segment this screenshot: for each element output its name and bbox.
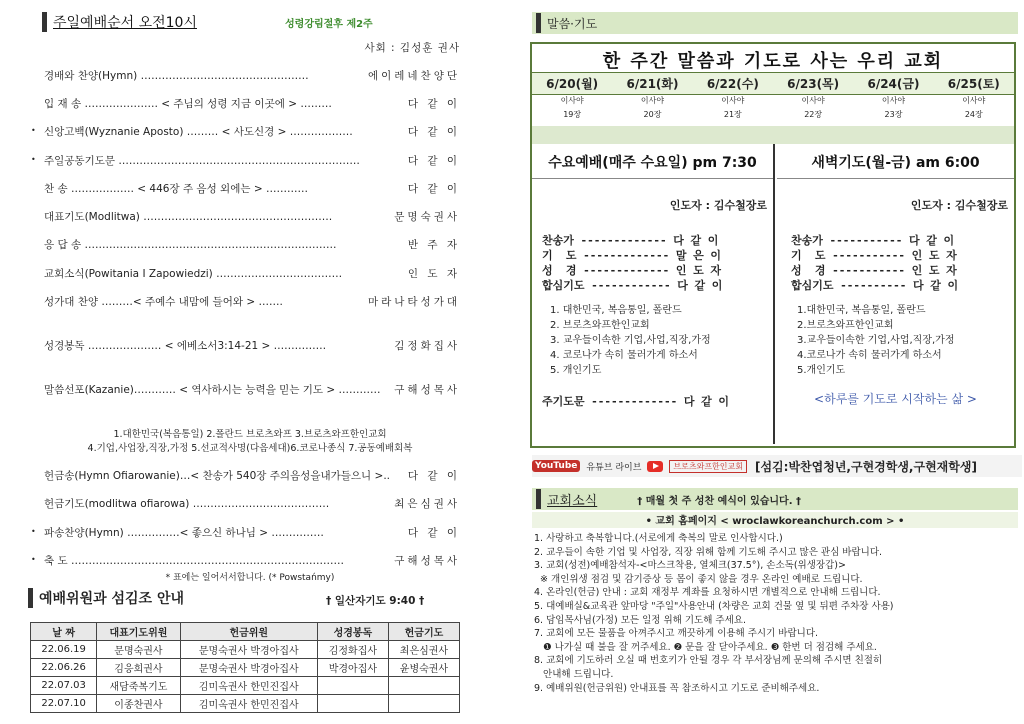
prayer-topic: 3. 교우들이속한 기업,사업,직장,가정: [550, 335, 711, 346]
order-item: [44, 181, 460, 196]
weekly-title: 한 주간 말씀과 기도로 사는 우리 교회: [602, 51, 944, 72]
reading-book: 이사야: [640, 96, 665, 105]
table-cell: [388, 695, 459, 713]
news-item: 3. 교회(성전)예배참석자-<마스크착용, 열체크(37.5°), 손소독(위생장갑)>: [534, 560, 846, 572]
homepage-note: • 교회 홈페이지 < wroclawkoreanchurch.com > •: [532, 512, 1018, 528]
bullet-marker: •: [31, 155, 36, 164]
order-item-label: 주일공동기도문 ……………………………………………………………: [44, 155, 360, 167]
order-item-label: 교회소식(Powitania I Zapowiedzi) ………………………………: [44, 268, 343, 280]
day-label: 6/21(화): [612, 72, 692, 95]
wednesday-service: [532, 144, 775, 444]
day-label: 6/20(월): [532, 72, 612, 95]
table-cell: 문명숙권사: [97, 641, 180, 659]
header-bar: [42, 12, 47, 32]
service-order-item: 합심기도 ------------ 다 같 이: [542, 279, 723, 292]
table-cell: [388, 677, 459, 695]
news-item: 1. 사랑하고 축복합니다.(서로에게 축복의 말로 인사합시다.): [534, 533, 783, 544]
table-row: [31, 659, 460, 677]
prayer-topic: 1. 대한민국, 복음통일, 폴란드: [550, 305, 682, 316]
prayer-topics: [0, 428, 500, 456]
table-cell: 김미옥권사 한민진집사: [180, 695, 317, 713]
order-item-leader: 다 같 이: [407, 155, 460, 167]
divider-band: [532, 126, 1014, 144]
reading-cell: [532, 92, 612, 122]
roster-header-row: [31, 623, 460, 641]
table-cell: 문명숙권사 박경아집사: [180, 659, 317, 677]
table-cell: 22.06.19: [31, 641, 97, 659]
church-season: 성령강림절후 제2주: [285, 19, 373, 30]
table-cell: 최은심권사: [388, 641, 459, 659]
roster-column-header: 헌금위원: [180, 623, 317, 641]
day-label: 6/24(금): [853, 72, 933, 95]
order-item-label: 성경봉독 ………………… < 에베소서3:14-21 > ……………: [44, 340, 327, 352]
word-prayer-header: [532, 12, 1018, 34]
order-item-leader: 다 같 이: [407, 470, 460, 482]
order-item: [44, 382, 460, 397]
day-label: 6/23(목): [773, 72, 853, 95]
play-icon[interactable]: [647, 461, 663, 472]
order-item-leader: 반 주 자: [407, 239, 460, 251]
news-item: 6. 담임목사님(가정) 모든 일정 위해 기도해 주세요.: [534, 614, 746, 626]
prayer-topic: 2. 브로츠와프한인교회: [550, 320, 650, 331]
table-cell: 이종찬권사: [97, 695, 180, 713]
service-order-item: 성 경 ------------- 인 도 자: [542, 264, 721, 277]
roster-title: 예배위원과 섬김조 안내: [39, 591, 184, 607]
word-prayer-bar: [536, 13, 541, 33]
order-item-leader: 다 같 이: [407, 126, 460, 138]
order-item-leader: 구해성목사: [394, 555, 460, 567]
communion-note: † 매월 첫 주 성찬 예식이 있습니다. †: [637, 495, 801, 507]
order-item-label: 찬 송 ……………… < 446장 주 음성 외에는 > …………: [44, 183, 308, 195]
news-item: 9. 예배위원(헌금위원) 안내표를 꼭 참조하시고 기도로 준비해주세요.: [534, 682, 820, 694]
worship-order-header: [42, 12, 197, 32]
presider: 사회 : 김성훈 권사: [364, 42, 460, 54]
order-item: [44, 237, 460, 252]
order-item-label: 축 도 ……………………………………………………………………: [44, 555, 344, 567]
order-item-leader: 문명숙권사: [394, 211, 460, 223]
reading-chapter: 19장: [563, 110, 582, 119]
prayer-topic: 2.브로츠와프한인교회: [797, 320, 894, 331]
reading-chapter: 21장: [723, 110, 742, 119]
lords-prayer: 주기도문 ------------- 다 같 이: [542, 395, 729, 408]
reading-cell: [693, 92, 773, 122]
roster-column-header: 대표기도위원: [97, 623, 180, 641]
church-news-header: [532, 488, 1018, 510]
reading-book: 이사야: [801, 96, 825, 105]
order-item: [44, 68, 460, 83]
reading-book: 이사야: [721, 96, 745, 105]
order-item-leader: 최은심권사: [394, 498, 460, 510]
dawn-prayers: [777, 303, 1014, 378]
table-cell: 김응희권사: [97, 659, 180, 677]
footnote: * 표에는 일어서서합니다. (* Powstańmy): [165, 573, 335, 583]
news-item: 안내해 드립니다.: [534, 669, 614, 680]
order-item-leader: 다 같 이: [407, 527, 460, 539]
table-cell: 김정화집사: [317, 641, 388, 659]
bullet-marker: •: [31, 555, 36, 564]
table-cell: 김미옥권사 한민진집사: [180, 677, 317, 695]
prayer-topics-line-1: 1.대한민국(복음통일) 2.폴란드 브로츠와프 3.브로츠와프한인교회: [113, 429, 387, 440]
order-item: [44, 468, 460, 483]
order-item-label: 헌금송(Hymn Ofiarowanie)…< 찬송가 540장 주의음성을내가들으니 >..: [44, 470, 390, 482]
dawn-service: [777, 144, 1014, 444]
table-cell: 박경아집사: [317, 659, 388, 677]
youtube-logo: YouTube: [532, 460, 580, 472]
news-item: 2. 교우들이 속한 기업 및 사업장, 직장 위해 함께 기도해 주시고 많은 관심 바랍니다.: [534, 546, 883, 558]
service-order-item: 합심기도 ---------- 다 같 이: [791, 279, 959, 292]
weekly-reading-box: [530, 42, 1016, 448]
youtube-live-label: 유튜브 라이브: [586, 462, 642, 473]
reading-cell: [934, 92, 1014, 122]
order-item-leader: 구해성목사: [394, 384, 460, 396]
news-item: ❶ 나가실 때 불을 잘 꺼주세요. ❷ 문을 잘 닫아주세요. ❸ 한번 더 점검해 주세요.: [534, 641, 877, 653]
worship-order-page: [0, 0, 500, 724]
prayer-page: [520, 0, 1024, 724]
reading-book: 이사야: [962, 96, 986, 105]
roster-column-header: 헌금기도: [388, 623, 459, 641]
news-item: 7. 교회에 모든 물품을 아껴주시고 깨끗하게 이용해 주시기 바랍니다.: [534, 628, 819, 640]
reading-row: [532, 92, 1014, 122]
worship-order-title: 주일예배순서 오전10시: [53, 15, 197, 31]
roster-header: [28, 588, 184, 608]
reading-chapter: 24장: [964, 110, 983, 119]
order-item-leader: 다 같 이: [407, 183, 460, 195]
table-cell: 22.07.10: [31, 695, 97, 713]
table-cell: [317, 695, 388, 713]
service-order-item: 찬송가 ------------- 다 같 이: [542, 234, 719, 247]
table-cell: 윤병숙권사: [388, 659, 459, 677]
order-item-label: 응 답 송 ………………………………………………………………: [44, 239, 337, 251]
wednesday-leader: 인도자 : 김수철장로: [669, 199, 767, 212]
roster-subtitle: † 일산자기도 9:40 †: [326, 595, 425, 607]
table-row: [31, 677, 460, 695]
bullet-marker: •: [31, 126, 36, 135]
order-item-label: 말씀선포(Kazanie)………… < 역사하시는 능력을 믿는 기도 > …………: [44, 384, 381, 396]
prayer-topic: 4. 코로나가 속히 물러가게 하소서: [550, 350, 698, 361]
order-item-label: 성가대 찬양 ………< 주예수 내맘에 들어와 > …….: [44, 296, 283, 308]
order-item: [44, 96, 460, 111]
reading-cell: [853, 92, 933, 122]
service-order-item: 기 도 ------------- 말 은 이: [542, 249, 721, 262]
dawn-order: [777, 233, 1014, 293]
reading-chapter: 22장: [804, 110, 823, 119]
prayer-topic: 3.교우들이속한 기업,사업,직장,가정: [797, 335, 955, 346]
servers-note: [섬김:박찬엽청년,구현경학생,구현재학생]: [754, 459, 977, 474]
reading-book: 이사야: [881, 96, 906, 105]
service-order-item: 성 경 ----------- 인 도 자: [791, 264, 957, 277]
order-item: [44, 553, 460, 568]
news-item: 5. 대예배실&교육관 앞마당 "주일"사용안내 (차량은 교회 건물 옆 및 뒤편 주차장 사용): [534, 601, 894, 612]
order-item: [44, 294, 460, 309]
order-item: [44, 525, 460, 540]
roster-column-header: 성경봉독: [317, 623, 388, 641]
day-label: 6/22(수): [693, 72, 773, 95]
order-item: [44, 266, 460, 281]
table-row: [31, 641, 460, 659]
order-item-leader: 다 같 이: [407, 98, 460, 110]
wednesday-prayers: [532, 303, 773, 378]
prayer-topic: 5. 개인기도: [550, 365, 602, 376]
prayer-topics-line-2: 4.기업,사업장,직장,가정 5.선교적사명(다음세대)6.코로나종식 7.공동예배회복: [87, 443, 413, 454]
table-cell: [317, 677, 388, 695]
roster-header-bar: [28, 588, 33, 608]
order-item-label: 입 재 송 ………………… < 주님의 성령 지금 이곳에 > ………: [44, 98, 332, 110]
reading-chapter: 20장: [643, 110, 662, 119]
order-item: [44, 496, 460, 511]
reading-cell: [612, 92, 692, 122]
order-item-leader: 김정화집사: [394, 340, 460, 352]
order-item-leader: 인 도 자: [407, 268, 460, 280]
dawn-leader: 인도자 : 김수철장로: [910, 199, 1008, 212]
order-item-label: 대표기도(Modlitwa) ………………………………………………: [44, 211, 333, 223]
church-news-title: 교회소식: [547, 493, 598, 509]
bullet-marker: •: [31, 527, 36, 536]
prayer-topic: 1.대한민국, 복음통일, 폴란드: [797, 305, 926, 316]
dawn-title: 새벽기도(월-금) am 6:00: [777, 144, 1014, 179]
word-prayer-title: 말씀·기도: [547, 16, 598, 31]
order-item-label: 신앙고백(Wyznanie Aposto) ……… < 사도신경 > ………………: [44, 126, 353, 138]
order-item: [44, 153, 460, 168]
reading-chapter: 23장: [884, 110, 903, 119]
order-item-label: 경배와 찬양(Hymn) …………………………………………: [44, 70, 309, 82]
dawn-closing: <하루를 기도로 시작하는 삶 >: [814, 392, 977, 406]
day-label: 6/25(토): [934, 72, 1014, 95]
news-item: 8. 교회에 기도하러 오실 때 번호키가 안될 경우 각 부서장님께 문의해 주시면 친절히: [534, 655, 883, 667]
order-item: [44, 338, 460, 353]
roster-table: [30, 622, 460, 713]
order-item: [44, 124, 460, 139]
news-item: ※ 개인위생 점검 및 감기증상 등 몸이 좋지 않을 경우 온라인 예배로 드립니다.: [534, 573, 863, 585]
youtube-live-row: [532, 455, 1022, 477]
wednesday-title: 수요예배(매주 수요일) pm 7:30: [532, 144, 773, 179]
reading-cell: [773, 92, 853, 122]
order-item: [44, 209, 460, 224]
service-order-item: 찬송가 ----------- 다 같 이: [791, 234, 955, 247]
roster-column-header: 날 짜: [31, 623, 97, 641]
church-channel-badge[interactable]: 브로츠와프한인교회: [669, 460, 747, 473]
reading-book: 이사야: [560, 96, 584, 105]
order-item-label: 헌금기도(modlitwa ofiarowa) …………………………………: [44, 498, 330, 510]
news-item: 4. 온라인(헌금) 안내 : 교회 재정부 계좌를 요청하시면 개별적으로 안내해 드립니다.: [534, 587, 881, 599]
order-item-leader: 마라나타성가대: [367, 296, 460, 308]
order-item-leader: 에이레네찬양단: [367, 70, 460, 82]
order-item-label: 파송찬양(Hymn) ……………< 좋으신 하나님 > ……………: [44, 527, 324, 539]
table-row: [31, 695, 460, 713]
table-cell: 새담죽복기도: [97, 677, 180, 695]
prayer-topic: 4.코로나가 속히 물러가게 하소서: [797, 350, 942, 361]
service-order-item: 기 도 ----------- 인 도 자: [791, 249, 957, 262]
table-cell: 22.07.03: [31, 677, 97, 695]
table-cell: 22.06.26: [31, 659, 97, 677]
prayer-topic: 5.개인기도: [797, 365, 846, 376]
church-news-bar: [536, 489, 541, 509]
wednesday-order: [532, 233, 773, 293]
table-cell: 문명숙권사 박경아집사: [180, 641, 317, 659]
